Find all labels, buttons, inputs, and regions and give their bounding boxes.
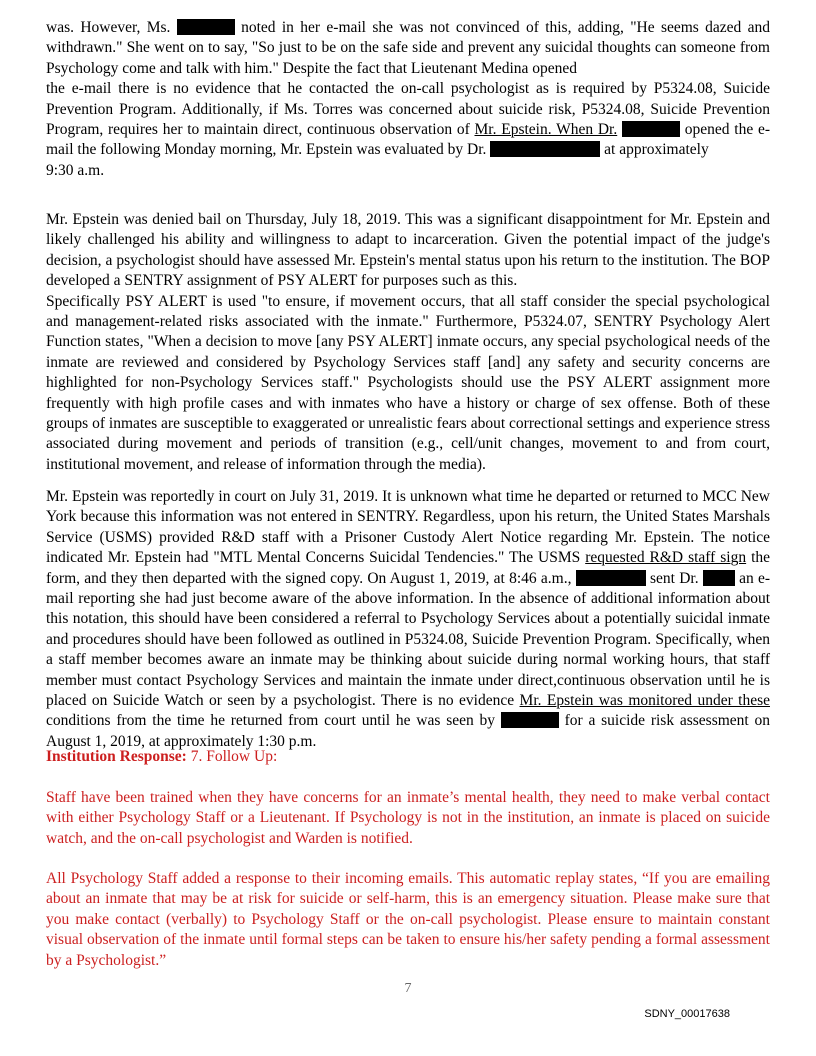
paragraph-court-return: Mr. Epstein was reportedly in court on July 31, 2019. It is unknown what time he departed or returned to MCC New York because this information was not entered in SENTRY. Regardless, upon his return, the United States Marshals Service (USMS) provided R&D staff with a Prisoner Custody Alert Notice regarding Mr. Epstein. The notice indicated Mr. Epstein had "MTL Mental Concerns Suicidal Tendencies." The USMS requested R&D staff sign the form, and they then departed with the signed copy. On August 1, 2019, at 8:46 a.m., sent Dr. an e-mail reporting she had just become aware of the above information. In the absence of additional information about this notation, this should have been considered a referral to Psychology Services about a potentially suicidal inmate and procedures should have been followed as outlined in P5324.08, Suicide Prevention Program. Specifically, when a staff member becomes aware an inmate may be thinking about suicide during normal working hours, that staff member must contact Psychology Services and maintain the inmate under direct,continuous observation until he is placed on Suicide Watch or seen by a psychologist. There is no evidence Mr. Epstein was monitored under these conditions from the time he returned from court until he was seen by for a suicide risk assessment on August 1, 2019, at approximately 1:30 p.m. bbox=[46, 488, 771, 750]
redaction-block bbox=[490, 141, 600, 157]
response-email-paragraph: All Psychology Staff added a response to their incoming emails. This automatic replay states, “If you are emailing about an inmate that may be at risk for suicide or self-harm, this is an emergency situation. Please make sure that you make contact (verbally) to Psychology Staff or the on-call psychologist. Please ensure to maintain constant visual observation of the inmate until formal steps can be taken to ensure his/her safety pending a formal assessment by a Psychologist.” bbox=[46, 870, 770, 969]
redaction-block bbox=[576, 570, 646, 586]
page-number: 7 bbox=[404, 981, 412, 996]
redaction-block bbox=[501, 712, 559, 728]
redaction-block bbox=[177, 19, 235, 35]
paragraph-bail-denied: Mr. Epstein was denied bail on Thursday, July 18, 2019. This was a significant disappointment for Mr. Epstein and likely challenged his ability and willingness to adapt to incarceration. Given the potential impact of the judge's decision, a psychologist should have assessed Mr. Epstein's mental status upon his return to the institution. The BOP developed a SENTRY assignment of PSY ALERT for purposes such as this. Specifically PSY ALERT is used "to ensure, if movement occurs, that all staff consider the special psychological and management-related risks associated with the inmate." Furthermore, P5324.07, SENTRY Psychology Alert Function states, "When a decision to move [any PSY ALERT] inmate occurs, any special psychological needs of the inmate are reviewed and considered by Psychology Services staff [and] any safety and security concerns are highlighted for non-Psychology Services staff." Psychologists should use the PSY ALERT assignment more frequently with high profile cases and with inmates who have a history or charge of sex offense. Both of these groups of inmates are susceptible to exaggerated or unrealistic fears about correctional settings and experience stress associated during movement and periods of transition (e.g., cell/unit changes, movement to and from court, institutional movement, and release of information through the media). bbox=[46, 211, 770, 473]
institution-response-heading: Institution Response: 7. Follow Up: bbox=[46, 748, 278, 765]
redaction-block bbox=[622, 121, 680, 137]
paragraph-email-concern: was. However, Ms. noted in her e-mail she was not convinced of this, adding, "He seems dazed and withdrawn." She went on to say, "So just to be on the safe side and prevent any suicidal thoughts can someone from Psychology come and talk with him." Despite the fact that Lieutenant Medina opened the e-mail there is no evidence that he contacted the on-call psychologist as is required by P5324.08, Suicide Prevention Program. Additionally, if Ms. Torres was concerned about suicide risk, P5324.08, Suicide Prevention Program, requires her to maintain direct, continuous observation of Mr. Epstein. When Dr. opened the e-mail the following Monday morning, Mr. Epstein was evaluated by Dr. at approximately 9:30 a.m. bbox=[46, 19, 771, 179]
redaction-block bbox=[703, 570, 735, 586]
bates-number: SDNY_00017638 bbox=[644, 1008, 730, 1020]
response-training-paragraph: Staff have been trained when they have concerns for an inmate’s mental health, they need to make verbal contact with either Psychology Staff or a Lieutenant. If Psychology is not in the institution, an inmate is placed on suicide watch, and the on-call psychologist and Warden is notified. bbox=[46, 789, 770, 847]
